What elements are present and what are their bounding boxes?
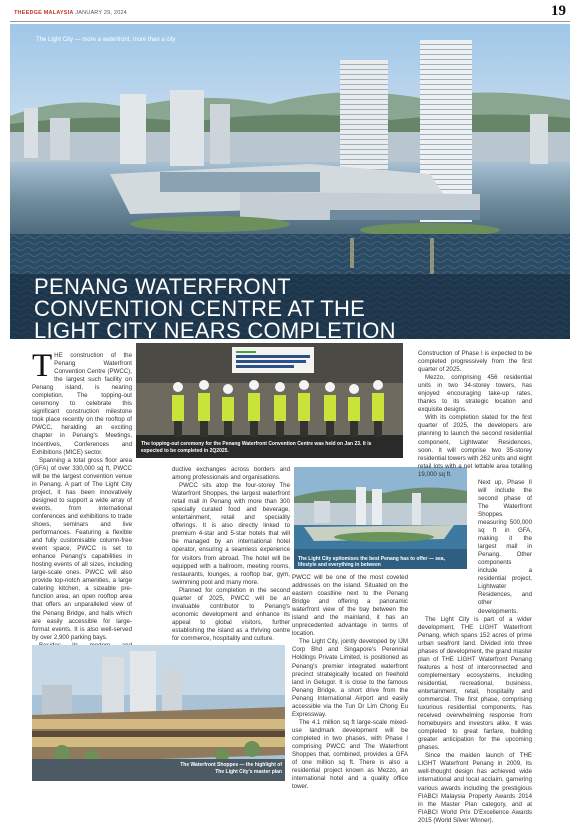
page-header <box>0 0 580 24</box>
issue-date: JANUARY 29, 2024 <box>75 10 127 16</box>
shoppes-photo <box>32 645 285 781</box>
paragraph-text: HE construction of the Penang Waterfront Convention Centre (PWCC), the largest such facility on Penang island, is nearing completion. The topping-out ceremony to celebrate this significant construction milestone took place recently on the rooftop of PWCC, heralding an exciting chapter in Penang's Meetings, Incentives, Conferences and Exhibitions (MICE) sector. <box>32 352 132 456</box>
ceremony-photo <box>136 343 403 458</box>
header-rule <box>10 21 570 22</box>
paragraph: Mezzo, comprising 456 residential units in two 34-storey towers, has enjoyed encouraging take-up rates, thanks to its strategic location and exquisite designs. <box>418 374 532 414</box>
paragraph: Spanning a total gross floor area (GFA) of over 330,000 sq ft, PWCC will be the largest convention venue in Penang. A part of The Light City project, it has been innovatively designed to support a wide array of events, from international conferences and exhibitions to trade shows, seminars and live performances. Featuring a flexible and fully customisable column-free event space, PWCC is set to enhance Penang's capabilities in hosting events of all sizes, including large-scale ones. PWCC will also provide top-notch amenities, a large catering kitchen, a sizeable pre-function area, an open rooftop area that offers an unparalleled view of the Penang Bridge, and halls which are easily accessible for large-format events. It is also well-served by over 2,900 parking bays. <box>32 456 132 641</box>
page-number: 19 <box>551 3 566 19</box>
paragraph: With its completion slated for the first quarter of 2025, the developers are planning to launch the second residential component, Lightwater Residences, soon. It will comprise two 35-storey residential towers with 262 units and eight retail lots with a net lettable area totalling 19,000 sq ft. <box>418 414 533 478</box>
paragraph: Construction of Phase I is expected to be completed progressively from the first quarter of 2025. <box>418 350 532 374</box>
paragraph: The Light City is part of a wider development, THE LIGHT Waterfront Penang, which spans 152 acres of prime urban seafront land. Divided into three phases of development, the grand master plan of THE LIGHT Waterfront Penang features a host of interconnected and complementary ecosystems, including residential, recreational, business, entertainment, retail, hospitality and commercial. The first phase, comprising luxurious residential components, has received overwhelming response from homebuyers and investors alike. It was completed to great fanfare, building greater anticipation for the upcoming phases. <box>418 615 532 752</box>
headline-line-3: LIGHT CITY NEARS COMPLETION <box>34 318 396 339</box>
paragraph: The Light City, jointly developed by IJM Corp Bhd and Singapore's Perennial Holdings Private Limited, is positioned as Penang's premier integrated waterfront precinct strategically located on freehold land in Gelugor. It is close to the famous Penang Bridge, a short drive from the Penang International Airport and easily accessible via the Tun Dr Lim Chong Eu Expressway. <box>292 638 408 718</box>
headline-line-2: CONVENTION CENTRE AT THE <box>34 296 366 321</box>
hero-caption: The Light City — more a waterfront, more than a city <box>36 37 176 43</box>
paragraph: The 4.1 million sq ft large-scale mixed-use landmark development will be completed in two phases, with Phase I comprising PWCC and The Waterfront Shoppes that, combined, provides a GFA of one million sq ft. There is also a residential project known as Mezzo, an international hotel and a quality office tower. <box>292 718 408 791</box>
paragraph: PWCC sits atop the four-storey The Waterfront Shoppes, the largest waterfront retail mall in Penang with more than 300 specially curated food and beverage, entertainment, retail and speciality offerings. It is also directly linked to premium 4-star and 5-star hotels that will be managed by an international hotel operator, ensuring a seamless experience for visitors from abroad. The hotel will be equipped with a ballroom, meeting rooms, restaurants, lounges, a rooftop bar, gym, swimming pool and many more. <box>172 482 290 586</box>
article-column-4 <box>418 350 532 825</box>
paragraph: Since the maiden launch of THE LIGHT Waterfront Penang in 2009, its well-thought design has achieved wide international and local acclaim, garnering various awards including the prestigious FIABCI Malaysia Property Awards 2014 in the Master Plan category, and at FIABCI World Prix D'Excellence Awards 2015 (World Silver Winner). <box>418 752 532 824</box>
paragraph: Next up, Phase II will include the second phase of The Waterfront Shoppes measuring 500,000 sq ft in GFA, making it the largest mall in Penang. Other components include a residential project, Lightwater Residences, and other developments. <box>478 478 532 615</box>
article-headline <box>34 276 454 339</box>
headline-line-1: PENANG WATERFRONT <box>34 274 291 299</box>
paragraph: Planned for completion in the second quarter of 2025, PWCC will be an invaluable contributor to Penang's economic development and enhance its appeal to global visitors, further establishing the island as a thriving centre for commerce, hospitality and culture. <box>172 586 290 642</box>
shoppes-caption: The Waterfront Shoppes — the highlight of The Light City's master plan <box>180 762 282 775</box>
article-column-3 <box>292 574 408 791</box>
aerial-caption: The Light City epitomises the best Penang has to offer — sea, lifestyle and everything in between <box>298 556 445 568</box>
publication-line <box>14 10 127 16</box>
paragraph: ductive exchanges across borders and among professionals and organisations. <box>172 466 290 482</box>
paragraph <box>32 348 132 457</box>
article-column-2 <box>172 466 290 643</box>
ceremony-caption: The topping-out ceremony for the Penang Waterfront Convention Centre was held on Jan 23. It is expected to be completed in 2Q2025. <box>141 441 372 454</box>
hero-image <box>10 24 570 339</box>
dropcap: T <box>32 348 53 384</box>
paragraph: PWCC will be one of the most coveted addresses on the island. Situated on the eastern coastline next to the Penang Bridge and offering a panoramic waterfront view of the bay between the island and the mainland, it has an unprecedented advantage in terms of location. <box>292 574 408 638</box>
publication-name: THEEDGE MALAYSIA <box>14 10 74 16</box>
